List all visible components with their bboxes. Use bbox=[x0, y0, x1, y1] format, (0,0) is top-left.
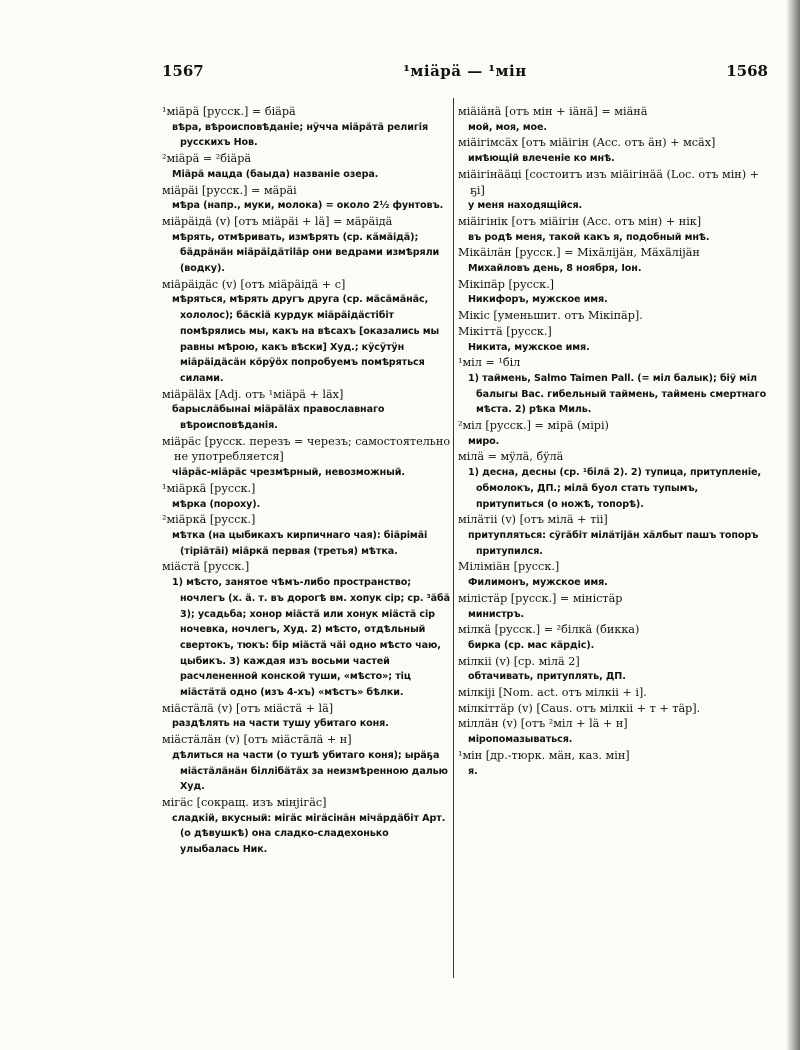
dictionary-entry bbox=[162, 434, 451, 481]
entry-headword: міäстäлäн (v) [отъ міäстäлä + н] bbox=[162, 733, 352, 747]
entry-definition: министръ. bbox=[468, 608, 524, 620]
entry-definition: бирка (ср. мас кäрдiс). bbox=[468, 639, 595, 651]
entry-definition: я. bbox=[468, 765, 478, 777]
entry-definition: притупляться: сÿгäбiт мiлäтiјäн хäлбыт пашъ топоръ притупился. bbox=[468, 529, 759, 557]
entry-definition: Михайловъ день, 8 ноября, Іон. bbox=[468, 263, 642, 275]
entry-definition: мѣрять, отмѣривать, измѣрять (ср. кäмäiдä); бäдрäнäн міäрäiдäтiläр они ведрами измѣряли (водку). bbox=[172, 231, 440, 275]
entry-headword: Мiкiттä [русск.] bbox=[458, 324, 552, 338]
entry-headword: мiлкiјi [Nom. act. отъ мiлкii + i]. bbox=[458, 686, 647, 700]
entry-definition: 1) таймень, Salmo Taimen Pall. (= мiл балык); бiÿ мiл балыгы Вас. гибельный таймень, таймень смертнаго мѣста. 2) рѣка Миль. bbox=[468, 372, 767, 416]
dictionary-entry bbox=[458, 104, 768, 135]
entry-headword: міäрäі [русск.] = мäрäі bbox=[162, 183, 297, 197]
entry-headword: Мiкiпäр [русск.] bbox=[458, 277, 555, 291]
dictionary-entry bbox=[162, 795, 451, 858]
entry-headword: ¹міäркä [русск.] bbox=[162, 481, 256, 495]
entry-definition: 1) мѣсто, занятое чѣмъ-либо пространство; ночлегъ (х. ä. т. въ дорогѣ вм. хопук сiр; ср. ³äбä 3); усадьба; хонор міäстä или хонук міäстä сiр ночевка, ночлегъ, Худ. 2) мѣсто, отдѣльный свертокъ, тюкъ: бiр міäстä чäi одно мѣсто чаю, цыбикъ. 3) каждая изъ восьми частей расчлененной конской туши, «мѣсто»; тiц міäстäтä одно (изъ 4-хъ) «мѣстъ» бѣлки. bbox=[172, 577, 451, 699]
entry-headword: міäрäiдäс (v) [отъ міäрäiдä + с] bbox=[162, 277, 346, 291]
left-column bbox=[162, 104, 451, 984]
entry-headword: мiгäс [сокращ. изъ мiнjiгäс] bbox=[162, 795, 327, 809]
dictionary-entry bbox=[162, 512, 451, 559]
dictionary-entry bbox=[162, 732, 451, 795]
entry-definition: раздѣлять на части тушу убитаго коня. bbox=[172, 718, 389, 730]
page-number-right: 1568 bbox=[726, 62, 768, 80]
dictionary-entry bbox=[162, 387, 451, 434]
entry-definition: барыслäбынаі міäрäläх православнаго вѣроисповѣданія. bbox=[172, 404, 385, 432]
entry-headword: мiлкiттäр (v) [Caus. отъ мiлкii + т + тäр]. bbox=[458, 701, 701, 715]
dictionary-entry bbox=[458, 135, 768, 166]
entry-headword: мiлä = мÿлä, бÿлä bbox=[458, 450, 564, 464]
dictionary-entry bbox=[458, 591, 768, 622]
entry-headword: Мiкäiлäн [русск.] = Мiхäлiјäн, Мäхäлiјäн bbox=[458, 246, 700, 260]
entry-headword: Мiкiс [уменьшит. отъ Мiкiпäр]. bbox=[458, 309, 643, 323]
page-header bbox=[162, 62, 768, 86]
dictionary-entry bbox=[458, 559, 768, 590]
entry-headword: міäстä [русск.] bbox=[162, 560, 250, 574]
entry-headword: міäстäлä (v) [отъ міäстä + lä] bbox=[162, 701, 334, 715]
dictionary-entry bbox=[458, 685, 768, 701]
dictionary-entry bbox=[458, 622, 768, 653]
entry-headword: мiäiгiнiк [отъ мiäiгiн (Acc. отъ мiн) + нiк] bbox=[458, 214, 702, 228]
entry-definition: сладкій, вкусный: мiгäс мiгäсiнäн мiчäрдäбiт Арт. (о дѣвушкѣ) она сладко-сладехонько улыбалась Ник. bbox=[172, 812, 446, 856]
dictionary-entry bbox=[458, 214, 768, 245]
entry-headword: мiäiäнä [отъ мiн + iäнä] = мiäнä bbox=[458, 105, 648, 118]
entry-definition: Міäрä мацда (баыда) названіе озера. bbox=[172, 168, 379, 180]
dictionary-entry bbox=[162, 559, 451, 700]
dictionary-entry bbox=[458, 245, 768, 276]
dictionary-entry bbox=[458, 701, 768, 717]
right-column bbox=[458, 104, 768, 984]
entry-headword: міäрäс [русск. перезъ = черезъ; самостоятельно не употребляется] bbox=[162, 434, 451, 464]
entry-definition: мѣряться, мѣрять другъ друга (ср. мäсäмäнäс, хололос); бäскiä курдук міäрäiдäстiбiт помѣрялись мы, какъ на вѣсахъ [оказались мы равны мѣрою, какъ вѣски] Худ.; кӱсӱтӱн міäрäiдäсäн кöрӱöх попробуемъ помѣряться силами. bbox=[172, 294, 440, 384]
dictionary-entry bbox=[458, 449, 768, 512]
entry-definition: мѣтка (на цыбикахъ кирпичнаго чая): біäрiмäi (тiрiäтäi) міäркä первая (третья) мѣтка. bbox=[172, 529, 428, 557]
dictionary-entry bbox=[162, 214, 451, 277]
entry-definition: Никифоръ, мужское имя. bbox=[468, 294, 608, 306]
entry-definition: у меня находящійся. bbox=[468, 200, 583, 212]
dictionary-entry bbox=[162, 151, 451, 182]
entry-definition: 1) десна, десны (ср. ¹бiлä 2). 2) тупица, притупленіе, обмолокъ, ДП.; мiлä буол стать тупымъ, притупиться (о ножѣ, топорѣ). bbox=[468, 467, 762, 510]
entry-definition: имѣющій влеченіе ко мнѣ. bbox=[468, 153, 615, 165]
entry-headword: ¹мiн [др.-тюрк. мäн, каз. мiн] bbox=[458, 748, 630, 762]
dictionary-entry bbox=[458, 324, 768, 355]
entry-headword: ¹міäрä [русск.] = біäрä bbox=[162, 105, 296, 118]
dictionary-entry bbox=[162, 183, 451, 214]
entry-headword: мiäiгiмсäх [отъ мiäiгiн (Acc. отъ äн) + мсäх] bbox=[458, 136, 716, 150]
entry-definition: чiäрäс-міäрäс чрезмѣрный, невозможный. bbox=[172, 467, 405, 479]
dictionary-entry bbox=[458, 716, 768, 747]
running-title: ¹міäрä — ¹мін bbox=[403, 62, 527, 80]
entry-headword: міäрäiдä (v) [отъ міäрäі + lä] = мäрäiдä bbox=[162, 214, 393, 228]
entry-headword: мiлкä [русск.] = ²бiлкä (бикка) bbox=[458, 623, 640, 637]
dictionary-entry bbox=[458, 308, 768, 324]
dictionary-entry bbox=[458, 418, 768, 449]
entry-headword: міäрäläх [Adj. отъ ¹міäрä + läх] bbox=[162, 387, 344, 401]
entry-definition: мѣра (напр., муки, молока) = около 2½ фунтовъ. bbox=[172, 200, 444, 212]
dictionary-entry bbox=[458, 355, 768, 418]
page-edge-shadow bbox=[786, 0, 800, 1050]
entry-headword: мiллäн (v) [отъ ²мiл + lä + н] bbox=[458, 717, 628, 731]
entry-definition: мiропомазываться. bbox=[468, 734, 573, 746]
dictionary-entry bbox=[458, 512, 768, 559]
dictionary-entry bbox=[162, 104, 451, 151]
entry-headword: Мiлiмiäн [русск.] bbox=[458, 560, 560, 574]
column-divider bbox=[453, 98, 454, 978]
entry-definition: миро. bbox=[468, 435, 500, 447]
entry-definition: въ родѣ меня, такой какъ я, подобный мнѣ. bbox=[468, 231, 710, 243]
entry-definition: Филимонъ, мужское имя. bbox=[468, 577, 608, 589]
entry-definition: мой, моя, мое. bbox=[468, 121, 547, 133]
entry-headword: ²міäрä = ²біäрä bbox=[162, 152, 252, 166]
entry-headword: мiлäтii (v) [отъ мiлä + тii] bbox=[458, 513, 608, 527]
entry-definition: дѣлиться на части (о тушѣ убитаго коня); ырäҕа міäстäлäнäн бiллiбäтäх за неизмѣренною далью Худ. bbox=[172, 749, 448, 793]
dictionary-entry bbox=[458, 748, 768, 779]
entry-definition: обтачивать, притуплять, ДП. bbox=[468, 671, 626, 683]
entry-headword: ²мiл [русск.] = мiрä (мiрi) bbox=[458, 419, 609, 433]
dictionary-entry bbox=[458, 277, 768, 308]
dictionary-entry bbox=[458, 654, 768, 685]
entry-headword: ²міäркä [русск.] bbox=[162, 513, 256, 527]
dictionary-entry bbox=[162, 701, 451, 732]
dictionary-entry bbox=[162, 277, 451, 387]
dictionary-entry bbox=[458, 167, 768, 214]
entry-headword: ¹мiл = ¹бiл bbox=[458, 356, 521, 370]
entry-definition: вѣра, вѣроисповѣданіе; нӱчча міäрäтä религія русскихъ Нов. bbox=[172, 121, 428, 149]
entry-headword: мiäiгiнääцi [состоитъ изъ мiäiгiнää (Loc. отъ мiн) + ҕi] bbox=[458, 167, 760, 197]
entry-headword: мiлiстäр [русск.] = мiнiстäр bbox=[458, 591, 623, 605]
entry-headword: мiлкii (v) [ср. мiлä 2] bbox=[458, 654, 580, 668]
entry-definition: Никита, мужское имя. bbox=[468, 341, 590, 353]
dictionary-entry bbox=[162, 481, 451, 512]
entry-definition: мѣрка (пороху). bbox=[172, 498, 261, 510]
page-number-left: 1567 bbox=[162, 62, 204, 80]
